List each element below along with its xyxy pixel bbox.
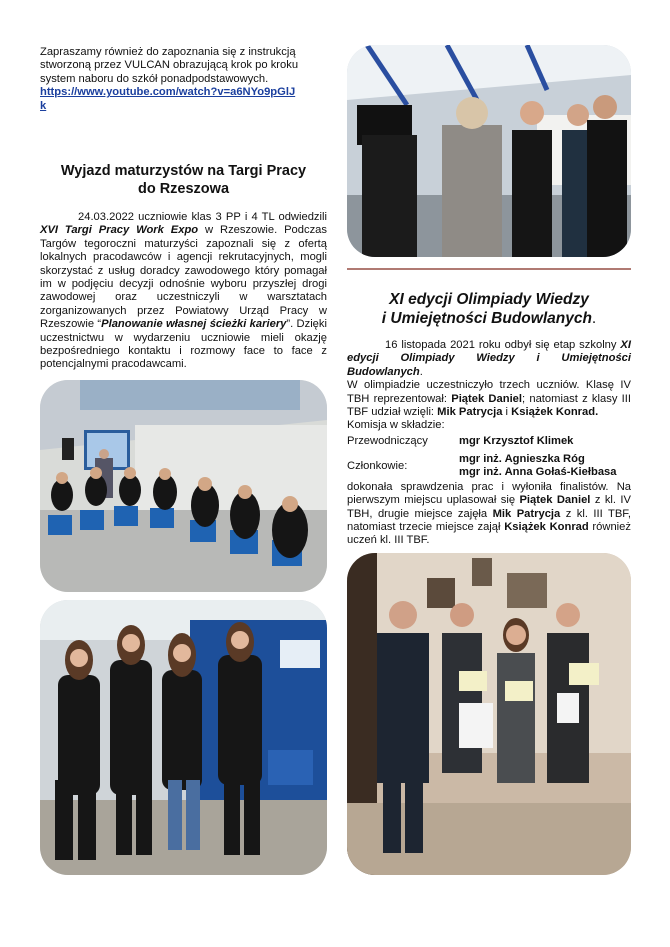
chair-name: mgr Krzysztof Klimek [459, 434, 574, 447]
article1-title-line1: Wyjazd maturzystów na Targi Pracy [60, 163, 307, 179]
article2-title-dot: . [591, 310, 597, 327]
member2-name: mgr inż. Anna Gołaś-Kiełbasa [459, 465, 617, 478]
article2-title [347, 290, 631, 328]
article2-p3-name1: Piątek Daniel [519, 494, 591, 507]
photo-tv-interview [347, 45, 631, 257]
article1-workshop: Planowanie własnej ścieżki kariery [101, 318, 287, 331]
article2-p3-name2: Mik Patrycja [492, 507, 561, 520]
article1-p3: ”. Dzięki uczestnictwu w wydarzeniu uczniowie mieli okazję bezpośredniego kontaktu i rozmowy face to face z potencjalnymi pracodawcami. [40, 318, 327, 371]
article2-p2a: W olimpiadzie uczestniczyło trzech uczniów. Klasę IV TBH reprezentował: [347, 379, 631, 405]
members-label: Członkowie: [347, 459, 408, 472]
article2-p1-end: . [419, 365, 423, 378]
article2-p2b: ; natomiast z klasy III TBF udział wzięli: [347, 392, 631, 419]
youtube-link-tail[interactable]: k [40, 99, 47, 112]
article1-p1: 24.03.2022 uczniowie klas 3 PP i 4 TL odwiedzili [78, 211, 327, 223]
article2-olymp: XI edycji Olimpiady Wiedzy i Umiejętności Budowlanych [347, 339, 631, 378]
article1-title [40, 162, 327, 198]
article2-p3c: z kl. III TBF, natomiast trzecie miejsce zajął [347, 507, 631, 534]
photo-workshop-room [40, 380, 327, 592]
section-divider [347, 268, 631, 270]
article2-name3: Książek Konrad. [511, 406, 599, 419]
article2-p3a: dokonała sprawdzenia prac i wyłoniła finalistów. Na pierwszym miejscu uplasował się [347, 480, 631, 507]
youtube-link[interactable]: https://www.youtube.com/watch?v=a6NYo9pGlJ [40, 86, 296, 99]
intro-text: Zapraszamy również do zapoznania się z instrukcją stworzoną przez VULCAN obrazującą krok po kroku system naboru do szkół ponadpodstawowych. [40, 46, 299, 85]
article2-and: i [502, 406, 512, 419]
photo-students-stand [40, 600, 327, 875]
article1-event: XVI Targi Pracy Work Expo [40, 224, 199, 237]
article2-p3b: z kl. IV TBH, drugie miejsce zajęła [347, 494, 631, 520]
article2-p3-name3: Książek Konrad [504, 521, 589, 534]
committee-table [347, 435, 617, 479]
article2-p3d: również uczeń kl. III TBF. [347, 521, 631, 547]
intro-block [40, 46, 327, 113]
article2-p1: 16 listopada 2021 roku odbył się etap szkolny [385, 339, 621, 351]
chair-label: Przewodniczący [347, 434, 428, 447]
member1-name: mgr inż. Agnieszka Róg [459, 452, 585, 465]
article2-title-line1: XI edycji Olimpiady Wiedzy [389, 291, 589, 308]
article1-body [40, 211, 327, 372]
photo-award-ceremony [347, 553, 631, 875]
article2-title-line2: i Umiejętności Budowlanych [381, 310, 592, 327]
article2-body [347, 339, 631, 548]
article1-p2: w Rzeszowie. Podczas Targów tegoroczni maturzyści zapoznali się z ofertą lokalnych pracodawców i agencji rekrutacyjnych, mogli skorzystać z usług doradcy zawodowego który pomagał im w podjęciu decyzji odnośnie wyboru przyszłej drogi zawodowej oraz uczestniczyli w warsztatach zorganizowanych przez Powiatowy Urząd Pracy w Rzeszowie “ [40, 224, 327, 331]
article2-name2: Mik Patrycja [437, 406, 503, 419]
article2-name1: Piątek Daniel [451, 392, 523, 405]
committee-label: Komisja w składzie: [347, 419, 445, 432]
article1-title-line2: do Rzeszowa [137, 181, 230, 197]
